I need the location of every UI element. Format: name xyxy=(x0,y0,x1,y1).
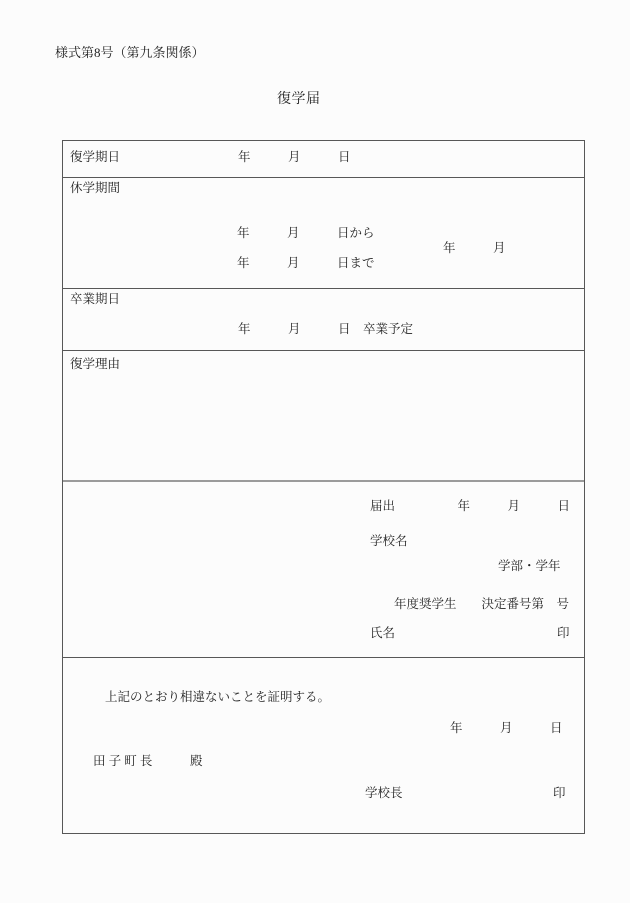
graduation-date-label: 卒業期日 xyxy=(70,292,121,306)
student-name-label: 氏名 xyxy=(370,626,396,640)
leave-from-placeholder: 年 月 日から xyxy=(237,226,375,240)
page-title: 復学届 xyxy=(277,92,321,107)
row-divider xyxy=(63,657,584,658)
faculty-grade-label: 学部・学年 xyxy=(498,559,561,573)
row-divider xyxy=(63,350,584,351)
section-divider xyxy=(63,480,584,482)
leave-duration-placeholder: 年 月 xyxy=(443,241,506,255)
recipient-name: 田 子 町 長 xyxy=(93,754,153,768)
certification-statement: 上記のとおり相違ないことを証明する。 xyxy=(105,690,331,704)
recipient-honorific: 殿 xyxy=(190,754,203,768)
return-reason-label: 復学理由 xyxy=(70,357,121,371)
leave-period-label: 休学期間 xyxy=(70,181,121,195)
return-date-label: 復学期日 xyxy=(70,150,121,164)
school-name-label: 学校名 xyxy=(370,534,408,548)
return-date-placeholder: 年 月 日 xyxy=(238,150,351,164)
graduation-date-placeholder: 年 月 日 卒業予定 xyxy=(238,322,414,336)
principal-seal-label: 印 xyxy=(553,786,566,800)
leave-to-placeholder: 年 月 日まで xyxy=(237,256,375,270)
certification-date-line: 年 月 日 xyxy=(450,721,563,735)
row-divider xyxy=(63,288,584,289)
notify-date-line: 届出 年 月 日 xyxy=(370,499,571,513)
principal-label: 学校長 xyxy=(365,786,403,800)
scholarship-line: 年度奨学生 決定番号第 号 xyxy=(394,597,570,611)
student-seal-label: 印 xyxy=(557,626,570,640)
form-number: 様式第8号（第九条関係） xyxy=(55,45,205,60)
row-divider xyxy=(63,177,584,178)
